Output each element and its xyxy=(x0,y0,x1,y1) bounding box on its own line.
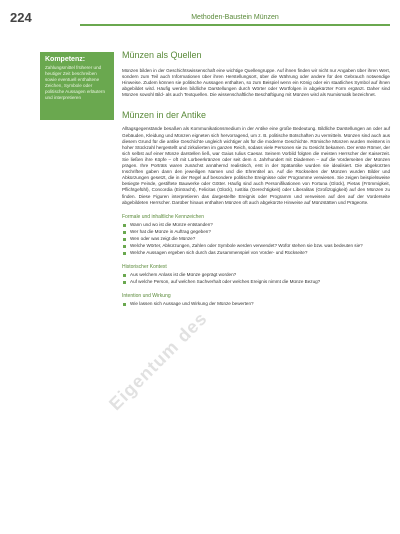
section-paragraph-sources: Münzen bilden in der Geschichtswissenschaft eine wichtige Quellengruppe. Auf ihnen finden wir nicht nur Angaben über ihren Wert, sondern zum Teil auch Informationen über ihren Herstellungsort, über die Währung oder andere für den Gebrauch notwendige Hinweise. Zudem können sie politische Aussagen enthalten, so zum Beispiel wenn ein König oder ein staatliches Symbol auf ihnen abgebildet wird. Häufig werden bildliche Darstellungen durch Wörter oder Wortfolgen in abgekürzter Form ergänzt. Daher sind Münzen sowohl Bild- als auch Textquellen. Die wissenschaftliche Beschäftigung mit Münzen wird als Numismatik bezeichnet. xyxy=(122,68,390,98)
page-number: 224 xyxy=(10,10,32,25)
section-heading-antiquity: Münzen in der Antike xyxy=(122,110,207,121)
competence-text: Zahlungsmittel früherer und heutiger Zeit beschreiben sowie eventuell enthaltene Zeichen, Symbole oder politische Aussagen erläutern und interpretieren xyxy=(45,65,106,100)
page-header xyxy=(0,0,400,30)
checklist-item: Welche Wörter, Abkürzungen, Zahlen oder Symbole werden verwendet? Wofür stehen sie bzw. was bedeuten sie? xyxy=(122,243,390,249)
checklist-item: Aus welchem Anlass ist die Münze geprägt worden? xyxy=(122,272,390,278)
checklist-item: Wen oder was zeigt die Münze? xyxy=(122,236,390,242)
chapter-title: Methoden-Baustein Münzen xyxy=(191,14,279,21)
checklist-item: Welche Aussagen ergeben sich durch das Zusammenspiel von Vorder- und Rückseite? xyxy=(122,250,390,256)
competence-heading: Kompetenz: xyxy=(45,56,86,63)
checklist-heading: Formale und inhaltliche Kennzeichen xyxy=(122,213,204,220)
checklist-intention xyxy=(122,293,390,307)
checklist-item: Auf welche Person, auf welchen Sachverhalt oder welches Ereignis nimmt die Münze Bezug? xyxy=(122,279,390,285)
competence-box xyxy=(40,52,114,120)
checklist-item: Wie lassen sich Aussage und Wirkung der Münze bewerten? xyxy=(122,301,390,307)
header-rule xyxy=(80,24,390,26)
main-content xyxy=(122,48,390,308)
checklist-heading: Intention und Wirkung xyxy=(122,292,171,299)
checklist-item: Wer hat die Münze in Auftrag gegeben? xyxy=(122,229,390,235)
checklist-formal xyxy=(122,214,390,256)
watermark: Eigentum des xyxy=(105,308,212,415)
section-heading-sources: Münzen als Quellen xyxy=(122,50,202,60)
section-paragraph-antiquity: Alltagsgegenstände besaßen als Kommunikationsmedium in der Antike eine große Bedeutung. Bildliche Darstellungen an oder auf Gebäuden, Kleidung und Münzen eigneten sich hervorragend, um z. B. politische Botschaften zu vermitteln. Münzen sind auch aus diesem Grund für die antike Geschichte ungleich wichtiger als für die moderne Geschichte. Römische Münzen wurden meistens in hoher Stückzahl hergestellt und zirkulierten im ganzen Reich, sodass viele Personen sie zu Gesicht bekamen. Der erste Römer, der sich selbst auf einer Münze darstellen ließ, war Gaius Iulius Caesar. Seinem Vorbild folgten die meisten Herrscher der Kaiserzeit. Sie ließen ihre Köpfe – oft mit Lorbeerkränzen oder seit dem 4. Jahrhundert mit Diademen – auf die Vorderseiten der Münzen prägen. Ihre Porträts waren zunächst annähernd realistisch, erst in der Spätantike wurden sie idealisiert. Die abgekürzten Inschriften gaben dann den jeweiligen Namen und die Ehrentitel an. Auf die Rückseiten der Münzen wurden Bilder und Abkürzungen gesetzt, die in der Regel auf besondere politische Ereignisse oder Programme verwiesen. Sie zeigen beispielsweise besiegte Feinde, gestiftete Bauwerke oder Götter. Häufig sind auch Personifikationen von Fortuna (Glück), Pietas (Frömmigkeit, Pflichtgefühl), Concordia (Eintracht), Felicitas (Glück), Iustitia (Gerechtigkeit) oder Liberalitas (Großzügigkeit) auf den Münzen zu finden. Diese Figuren interpretieren das dargestellte Ereignis oder Programm und verweisen auf den auf der Vorderseite abgebildeten Herrscher. Darüber hinaus enthalten Münzen oft auch abgekürzte Hinweise auf Münzstätten und Prägeorte. xyxy=(122,126,390,205)
checklist-item: Wann und wo ist die Münze entstanden? xyxy=(122,222,390,228)
checklist-context xyxy=(122,264,390,285)
checklist-heading: Historischer Kontext xyxy=(122,263,167,270)
